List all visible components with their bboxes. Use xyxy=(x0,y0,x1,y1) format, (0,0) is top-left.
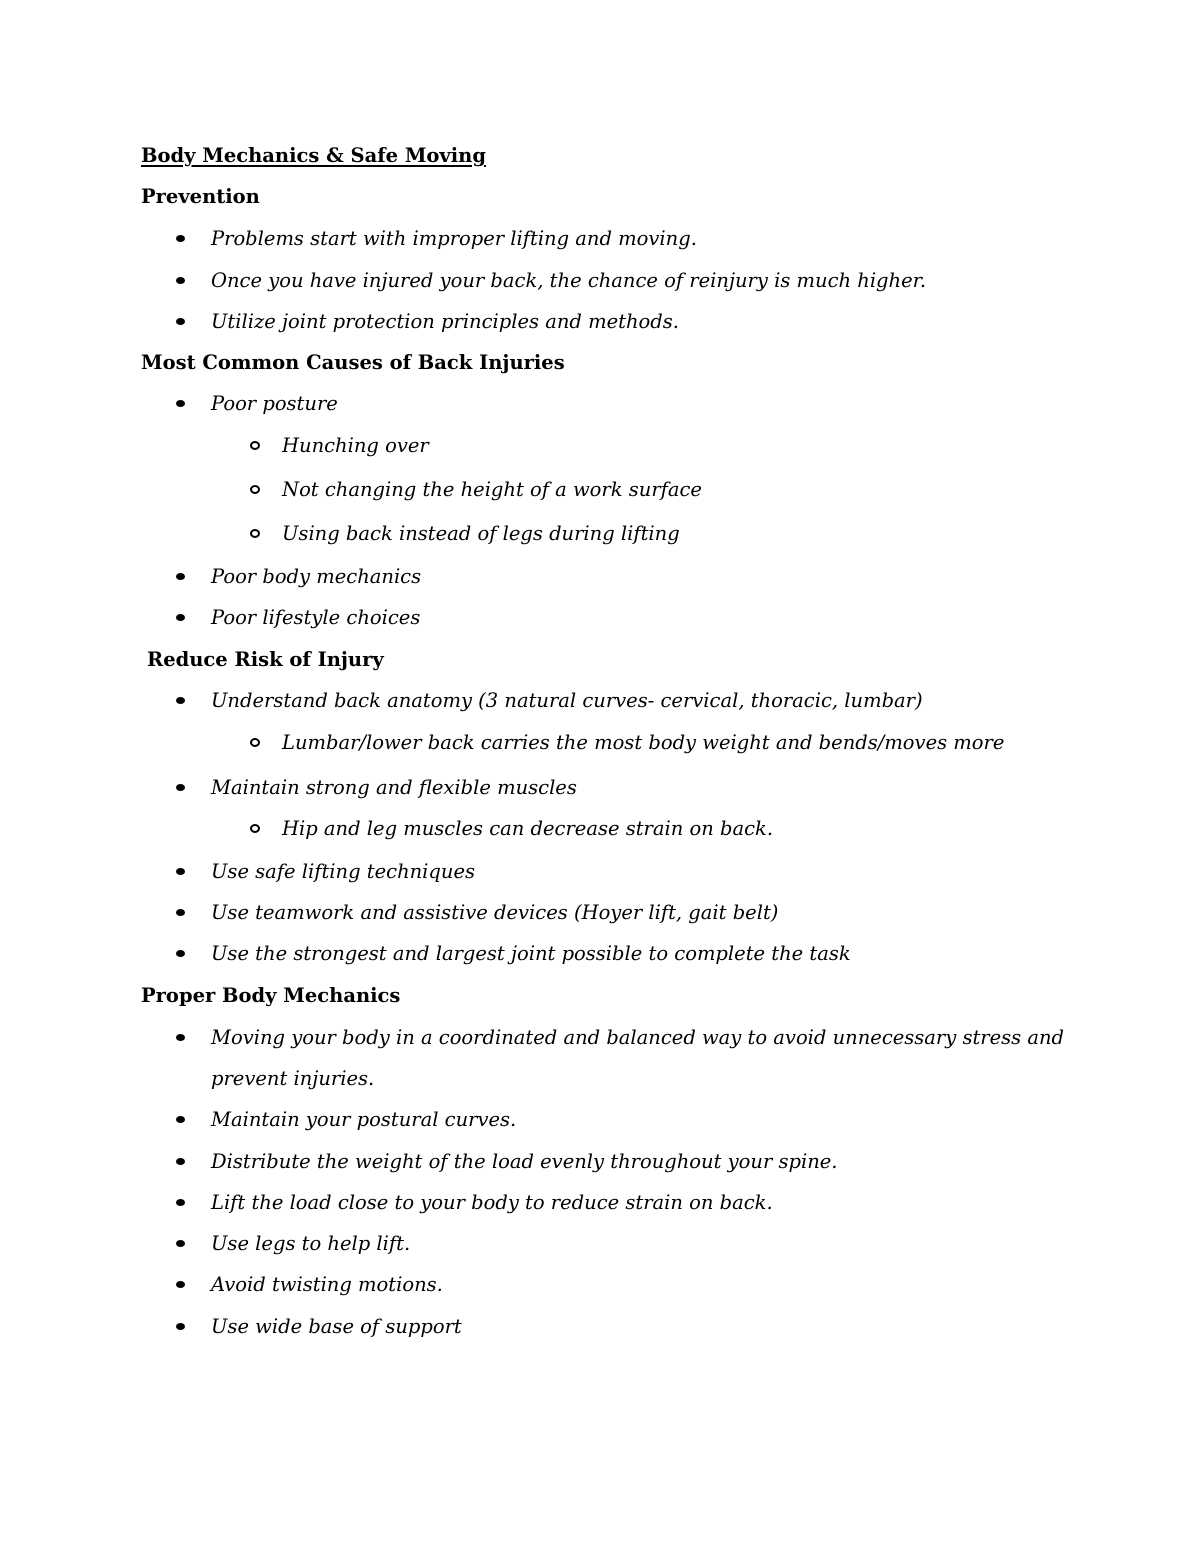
list-item: Use safe lifting techniques xyxy=(211,860,476,883)
list-item: Use teamwork and assistive devices (Hoyer lift, gait belt) xyxy=(211,901,779,924)
bullet-icon xyxy=(176,573,185,580)
section-heading-proper-mechanics: Proper Body Mechanics xyxy=(141,984,401,1007)
list-item: Once you have injured your back, the chance of reinjury is much higher. xyxy=(211,269,927,292)
bullet-icon xyxy=(176,235,185,242)
list-item: Use legs to help lift. xyxy=(211,1232,411,1255)
list-item: Understand back anatomy (3 natural curves- cervical, thoracic, lumbar) xyxy=(211,689,923,712)
sub-bullet-icon xyxy=(250,485,260,494)
list-item: Lift the load close to your body to reduce strain on back. xyxy=(211,1191,773,1214)
bullet-icon xyxy=(176,318,185,325)
list-item: Use wide base of support xyxy=(211,1315,462,1338)
list-item-continuation: prevent injuries. xyxy=(211,1067,375,1090)
bullet-icon xyxy=(176,1034,185,1041)
bullet-icon xyxy=(176,1281,185,1288)
sub-bullet-icon xyxy=(250,824,260,833)
list-item: Problems start with improper lifting and moving. xyxy=(211,227,697,250)
list-item: Use the strongest and largest joint possible to complete the task xyxy=(211,942,851,965)
list-item: Avoid twisting motions. xyxy=(211,1273,443,1296)
sub-bullet-icon xyxy=(250,441,260,450)
sub-bullet-icon xyxy=(250,738,260,747)
list-item: Maintain strong and flexible muscles xyxy=(211,776,577,799)
sub-bullet-icon xyxy=(250,529,260,538)
list-item: Utilize joint protection principles and methods. xyxy=(211,310,679,333)
bullet-icon xyxy=(176,1158,185,1165)
sub-list-item: Using back instead of legs during lifting xyxy=(282,522,680,545)
section-heading-prevention: Prevention xyxy=(141,185,260,208)
bullet-icon xyxy=(176,1116,185,1123)
sub-list-item: Hip and leg muscles can decrease strain on back. xyxy=(282,817,774,840)
list-item: Maintain your postural curves. xyxy=(211,1108,517,1131)
bullet-icon xyxy=(176,277,185,284)
list-item: Poor posture xyxy=(211,392,338,415)
bullet-icon xyxy=(176,1199,185,1206)
bullet-icon xyxy=(176,868,185,875)
section-heading-reduce-risk: Reduce Risk of Injury xyxy=(147,648,384,671)
list-item: Poor body mechanics xyxy=(211,565,422,588)
sub-list-item: Hunching over xyxy=(282,434,429,457)
section-heading-causes: Most Common Causes of Back Injuries xyxy=(141,351,565,374)
document-title: Body Mechanics & Safe Moving xyxy=(141,144,486,167)
list-item: Moving your body in a coordinated and balanced way to avoid unnecessary stress and xyxy=(211,1026,1065,1049)
bullet-icon xyxy=(176,784,185,791)
bullet-icon xyxy=(176,950,185,957)
bullet-icon xyxy=(176,400,185,407)
list-item: Poor lifestyle choices xyxy=(211,606,421,629)
sub-list-item: Lumbar/lower back carries the most body weight and bends/moves more xyxy=(282,731,1005,754)
bullet-icon xyxy=(176,1323,185,1330)
bullet-icon xyxy=(176,697,185,704)
bullet-icon xyxy=(176,909,185,916)
bullet-icon xyxy=(176,1240,185,1247)
list-item: Distribute the weight of the load evenly throughout your spine. xyxy=(211,1150,838,1173)
sub-list-item: Not changing the height of a work surface xyxy=(282,478,702,501)
bullet-icon xyxy=(176,614,185,621)
